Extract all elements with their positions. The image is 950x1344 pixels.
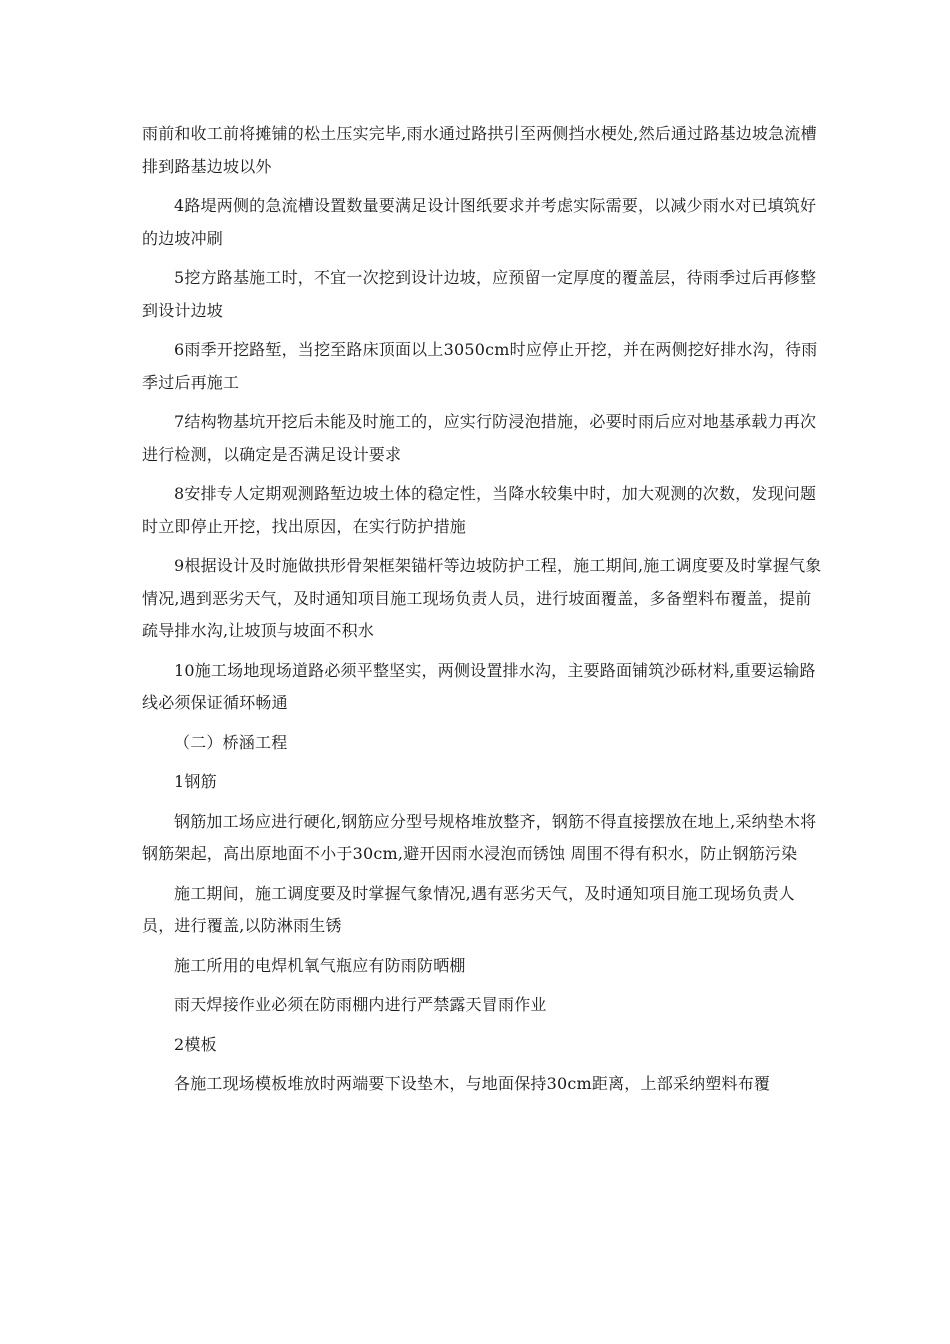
subheading-rebar: 1钢筋 <box>174 772 217 791</box>
paragraph-welding-shed: 施工所用的电焊机氧气瓶应有防雨防晒棚 <box>174 955 466 975</box>
paragraph-rain-welding: 雨天焊接作业必须在防雨棚内进行严禁露天冒雨作业 <box>174 995 547 1014</box>
paragraph-item-4: 4路堤两侧的急流槽设置数量要满足设计图纸要求并考虑实际需要，以减少雨水对已填筑好的边坡冲刷 <box>142 196 817 248</box>
paragraph-rain-compaction: 雨前和收工前将摊铺的松土压实完毕,雨水通过路拱引至两侧挡水梗处,然后通过路基边坡急流槽排到路基边坡以外 <box>142 124 817 176</box>
paragraph-rebar-weather: 施工期间，施工调度要及时掌握气象情况,遇有恶劣天气，及时通知项目施工现场负责人员，进行覆盖,以防淋雨生锈 <box>142 883 795 935</box>
paragraph-item-5: 5挖方路基施工时，不宜一次挖到设计边坡，应预留一定厚度的覆盖层，待雨季过后再修整到设计边坡 <box>142 268 817 320</box>
paragraph-item-6: 6雨季开挖路堑，当挖至路床顶面以上3050cm时应停止开挖，并在两侧挖好排水沟，待雨季过后再施工 <box>142 340 818 392</box>
document-body <box>142 118 822 1108</box>
subheading-formwork: 2模板 <box>174 1034 217 1054</box>
section-heading-bridge-culvert: （二）桥涵工程 <box>174 732 288 752</box>
paragraph-item-8: 8安排专人定期观测路堑边坡土体的稳定性，当降水较集中时，加大观测的次数，发现问题时立即停止开挖，找出原因，在实行防护措施 <box>142 484 817 536</box>
paragraph-item-7: 7结构物基坑开挖后未能及时施工的，应实行防浸泡措施，必要时雨后应对地基承载力再次进行检测，以确定是否满足设计要求 <box>142 412 817 464</box>
paragraph-item-10: 10施工场地现场道路必须平整坚实，两侧设置排水沟，主要路面铺筑沙砾材料,重要运输路线必须保证循环畅通 <box>142 660 816 712</box>
paragraph-formwork-storage: 各施工现场模板堆放时两端要下设垫木，与地面保持30cm距离，上部采纳塑料布覆 <box>174 1074 771 1093</box>
paragraph-rebar-storage: 钢筋加工场应进行硬化,钢筋应分型号规格堆放整齐，钢筋不得直接摆放在地上,采纳垫木将钢筋架起，高出原地面不小于30cm,避开因雨水浸泡而锈蚀 周围不得有积水，防止钢筋污染 <box>142 811 817 863</box>
paragraph-item-9: 9根据设计及时施做拱形骨架框架锚杆等边坡防护工程，施工期间,施工调度要及时掌握气象情况,遇到恶劣天气，及时通知项目施工现场负责人员，进行坡面覆盖，多备塑料布覆盖，提前疏导排水沟,让坡顶与坡面不积水 <box>142 556 822 640</box>
